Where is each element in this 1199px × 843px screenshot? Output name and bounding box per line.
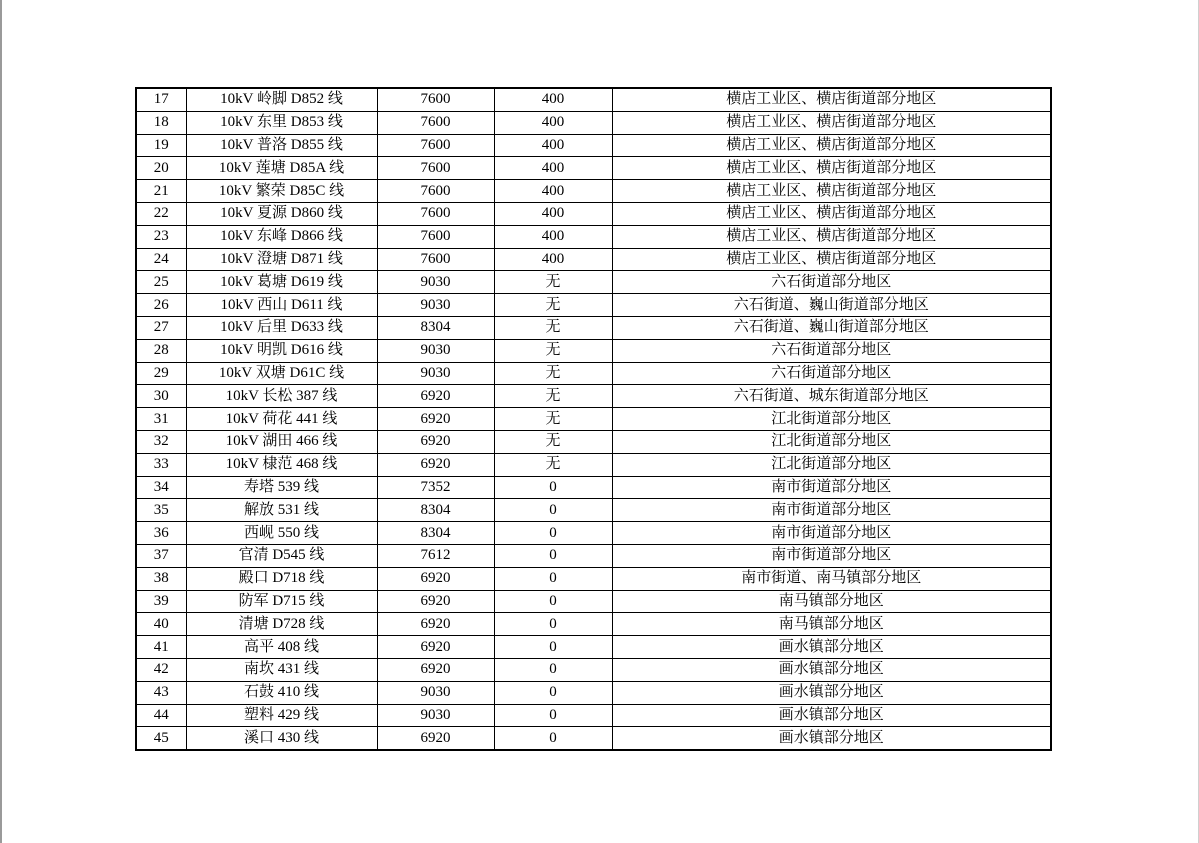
area-cell: 六石街道、巍山街道部分地区: [612, 316, 1051, 339]
area-cell: 南市街道、南马镇部分地区: [612, 567, 1051, 590]
area-cell: 江北街道部分地区: [612, 430, 1051, 453]
number-cell: 36: [136, 522, 186, 545]
value2-cell: 无: [494, 294, 612, 317]
number-cell: 43: [136, 681, 186, 704]
number-cell: 30: [136, 385, 186, 408]
table-row: [136, 408, 1051, 431]
table-row: [136, 157, 1051, 180]
line-name-cell: 寿塔 539 线: [186, 476, 377, 499]
table-row: [136, 134, 1051, 157]
area-cell: 横店工业区、横店街道部分地区: [612, 88, 1051, 111]
value1-cell: 6920: [377, 408, 494, 431]
table-row: [136, 362, 1051, 385]
table-row: [136, 567, 1051, 590]
value1-cell: 7600: [377, 202, 494, 225]
number-cell: 25: [136, 271, 186, 294]
line-name-cell: 塑料 429 线: [186, 704, 377, 727]
line-name-cell: 10kV 明凯 D616 线: [186, 339, 377, 362]
line-name-cell: 10kV 莲塘 D85A 线: [186, 157, 377, 180]
value2-cell: 400: [494, 248, 612, 271]
number-cell: 20: [136, 157, 186, 180]
value2-cell: 0: [494, 658, 612, 681]
table-row: [136, 658, 1051, 681]
number-cell: 39: [136, 590, 186, 613]
number-cell: 26: [136, 294, 186, 317]
line-name-cell: 10kV 岭脚 D852 线: [186, 88, 377, 111]
number-cell: 31: [136, 408, 186, 431]
line-name-cell: 解放 531 线: [186, 499, 377, 522]
line-name-cell: 高平 408 线: [186, 636, 377, 659]
value2-cell: 400: [494, 180, 612, 203]
value2-cell: 无: [494, 339, 612, 362]
line-name-cell: 10kV 繁荣 D85C 线: [186, 180, 377, 203]
value1-cell: 7612: [377, 544, 494, 567]
area-cell: 六石街道部分地区: [612, 362, 1051, 385]
value1-cell: 9030: [377, 704, 494, 727]
line-name-cell: 10kV 双塘 D61C 线: [186, 362, 377, 385]
number-cell: 32: [136, 430, 186, 453]
table-row: [136, 248, 1051, 271]
area-cell: 横店工业区、横店街道部分地区: [612, 202, 1051, 225]
table-row: [136, 339, 1051, 362]
value2-cell: 无: [494, 316, 612, 339]
table-row: [136, 385, 1051, 408]
value1-cell: 7600: [377, 157, 494, 180]
value2-cell: 0: [494, 567, 612, 590]
value1-cell: 7600: [377, 111, 494, 134]
table-row: [136, 613, 1051, 636]
table-row: [136, 476, 1051, 499]
area-cell: 横店工业区、横店街道部分地区: [612, 111, 1051, 134]
area-cell: 南市街道部分地区: [612, 544, 1051, 567]
table-row: [136, 590, 1051, 613]
area-cell: 画水镇部分地区: [612, 727, 1051, 750]
value1-cell: 6920: [377, 385, 494, 408]
area-cell: 画水镇部分地区: [612, 636, 1051, 659]
number-cell: 29: [136, 362, 186, 385]
number-cell: 21: [136, 180, 186, 203]
value1-cell: 7600: [377, 134, 494, 157]
viewer-page-edge-left: [0, 0, 2, 843]
number-cell: 27: [136, 316, 186, 339]
line-name-cell: 10kV 澄塘 D871 线: [186, 248, 377, 271]
area-cell: 横店工业区、横店街道部分地区: [612, 180, 1051, 203]
value2-cell: 无: [494, 430, 612, 453]
line-name-cell: 10kV 普洛 D855 线: [186, 134, 377, 157]
value1-cell: 6920: [377, 613, 494, 636]
value1-cell: 7600: [377, 88, 494, 111]
number-cell: 37: [136, 544, 186, 567]
value2-cell: 0: [494, 636, 612, 659]
table-row: [136, 681, 1051, 704]
area-cell: 横店工业区、横店街道部分地区: [612, 134, 1051, 157]
table-row: [136, 88, 1051, 111]
table-row: [136, 271, 1051, 294]
table-row: [136, 727, 1051, 750]
line-name-cell: 10kV 东里 D853 线: [186, 111, 377, 134]
table-row: [136, 522, 1051, 545]
value1-cell: 6920: [377, 453, 494, 476]
value2-cell: 0: [494, 590, 612, 613]
value2-cell: 0: [494, 522, 612, 545]
table-row: [136, 544, 1051, 567]
table-row: [136, 111, 1051, 134]
number-cell: 22: [136, 202, 186, 225]
value1-cell: 9030: [377, 681, 494, 704]
number-cell: 34: [136, 476, 186, 499]
line-name-cell: 10kV 荷花 441 线: [186, 408, 377, 431]
value1-cell: 8304: [377, 522, 494, 545]
number-cell: 42: [136, 658, 186, 681]
number-cell: 44: [136, 704, 186, 727]
number-cell: 35: [136, 499, 186, 522]
line-name-cell: 10kV 后里 D633 线: [186, 316, 377, 339]
value1-cell: 9030: [377, 271, 494, 294]
number-cell: 45: [136, 727, 186, 750]
number-cell: 18: [136, 111, 186, 134]
value2-cell: 400: [494, 225, 612, 248]
area-cell: 江北街道部分地区: [612, 453, 1051, 476]
value2-cell: 400: [494, 157, 612, 180]
area-cell: 横店工业区、横店街道部分地区: [612, 225, 1051, 248]
area-cell: 六石街道部分地区: [612, 339, 1051, 362]
number-cell: 38: [136, 567, 186, 590]
line-name-cell: 清塘 D728 线: [186, 613, 377, 636]
line-name-cell: 10kV 东峰 D866 线: [186, 225, 377, 248]
line-name-cell: 10kV 葛塘 D619 线: [186, 271, 377, 294]
value1-cell: 7352: [377, 476, 494, 499]
value1-cell: 8304: [377, 499, 494, 522]
value2-cell: 无: [494, 453, 612, 476]
value1-cell: 6920: [377, 636, 494, 659]
number-cell: 33: [136, 453, 186, 476]
value2-cell: 400: [494, 111, 612, 134]
table-row: [136, 180, 1051, 203]
area-cell: 江北街道部分地区: [612, 408, 1051, 431]
value1-cell: 6920: [377, 590, 494, 613]
area-cell: 南马镇部分地区: [612, 590, 1051, 613]
value1-cell: 7600: [377, 180, 494, 203]
area-cell: 南市街道部分地区: [612, 522, 1051, 545]
line-name-cell: 10kV 长松 387 线: [186, 385, 377, 408]
table-row: [136, 499, 1051, 522]
line-name-cell: 10kV 湖田 466 线: [186, 430, 377, 453]
value1-cell: 9030: [377, 294, 494, 317]
table-row: [136, 453, 1051, 476]
number-cell: 19: [136, 134, 186, 157]
area-cell: 南马镇部分地区: [612, 613, 1051, 636]
area-cell: 南市街道部分地区: [612, 476, 1051, 499]
value1-cell: 7600: [377, 248, 494, 271]
value2-cell: 0: [494, 681, 612, 704]
number-cell: 40: [136, 613, 186, 636]
value2-cell: 0: [494, 499, 612, 522]
value1-cell: 9030: [377, 362, 494, 385]
line-name-cell: 防军 D715 线: [186, 590, 377, 613]
area-cell: 六石街道、城东街道部分地区: [612, 385, 1051, 408]
value2-cell: 无: [494, 362, 612, 385]
value2-cell: 0: [494, 476, 612, 499]
line-name-cell: 10kV 夏源 D860 线: [186, 202, 377, 225]
line-name-cell: 官清 D545 线: [186, 544, 377, 567]
value2-cell: 无: [494, 385, 612, 408]
area-cell: 六石街道部分地区: [612, 271, 1051, 294]
number-cell: 17: [136, 88, 186, 111]
table-row: [136, 430, 1051, 453]
number-cell: 28: [136, 339, 186, 362]
number-cell: 41: [136, 636, 186, 659]
value1-cell: 7600: [377, 225, 494, 248]
table-row: [136, 294, 1051, 317]
value2-cell: 无: [494, 408, 612, 431]
line-name-cell: 10kV 棣范 468 线: [186, 453, 377, 476]
area-cell: 六石街道、巍山街道部分地区: [612, 294, 1051, 317]
value1-cell: 8304: [377, 316, 494, 339]
value2-cell: 400: [494, 202, 612, 225]
table-row: [136, 202, 1051, 225]
value1-cell: 6920: [377, 727, 494, 750]
area-cell: 横店工业区、横店街道部分地区: [612, 157, 1051, 180]
value2-cell: 0: [494, 613, 612, 636]
table-row: [136, 225, 1051, 248]
line-name-cell: 南坎 431 线: [186, 658, 377, 681]
line-name-cell: 石鼓 410 线: [186, 681, 377, 704]
area-cell: 画水镇部分地区: [612, 704, 1051, 727]
area-cell: 画水镇部分地区: [612, 681, 1051, 704]
value2-cell: 0: [494, 544, 612, 567]
value2-cell: 400: [494, 134, 612, 157]
value1-cell: 6920: [377, 658, 494, 681]
area-cell: 南市街道部分地区: [612, 499, 1051, 522]
feeder-line-table: [135, 87, 1052, 751]
table-row: [136, 704, 1051, 727]
line-name-cell: 溪口 430 线: [186, 727, 377, 750]
area-cell: 画水镇部分地区: [612, 658, 1051, 681]
number-cell: 23: [136, 225, 186, 248]
line-name-cell: 殿口 D718 线: [186, 567, 377, 590]
value1-cell: 6920: [377, 567, 494, 590]
value2-cell: 0: [494, 704, 612, 727]
value1-cell: 6920: [377, 430, 494, 453]
number-cell: 24: [136, 248, 186, 271]
value2-cell: 无: [494, 271, 612, 294]
line-name-cell: 10kV 西山 D611 线: [186, 294, 377, 317]
line-name-cell: 西岘 550 线: [186, 522, 377, 545]
value1-cell: 9030: [377, 339, 494, 362]
table-row: [136, 636, 1051, 659]
area-cell: 横店工业区、横店街道部分地区: [612, 248, 1051, 271]
value2-cell: 400: [494, 88, 612, 111]
value2-cell: 0: [494, 727, 612, 750]
table-row: [136, 316, 1051, 339]
